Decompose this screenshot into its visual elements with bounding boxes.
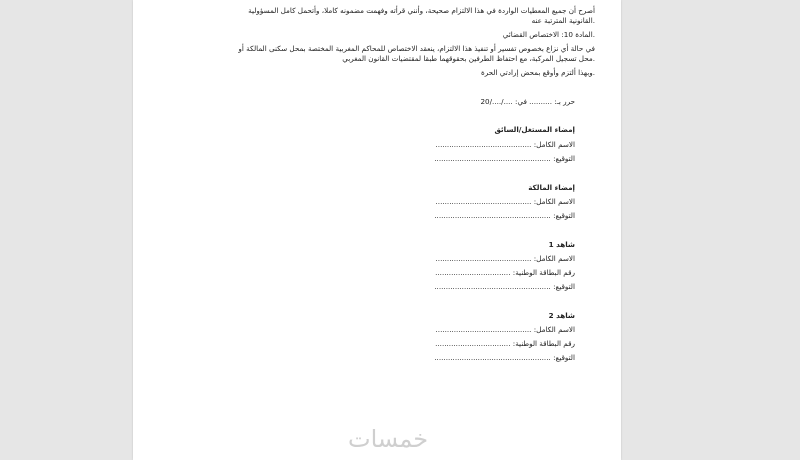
operator-signature-field: التوقيع: ...................................................: [434, 154, 575, 163]
witness2-id-field: رقم البطاقة الوطنية: .................................: [435, 339, 575, 348]
witness2-name-field: الاسم الكامل: ..........................................: [435, 325, 575, 334]
closing-statement: .وبهذا ألتزم وأوقع بمحض إرادتي الحرة: [480, 68, 595, 77]
witness1-id-field: رقم البطاقة الوطنية: .................................: [435, 268, 575, 277]
article10-body-line-1: في حالة أي نزاع بخصوص تفسير أو تنفيذ هذا الالتزام، ينعقد الاختصاص للمحاكم المغربية المختصة بمحل سكنى المالكة أو: [238, 44, 595, 53]
khamsat-watermark: خمسات: [348, 425, 429, 453]
witness1-title: شاهد 1: [548, 240, 575, 249]
witness2-signature-field: التوقيع: ...................................................: [434, 353, 575, 362]
date-place-line: حرر بـ: .......... في: ..../..../20: [480, 97, 575, 106]
article10-title: .المادة 10: الاختصاص القضائي: [502, 30, 595, 39]
owner-signature-field: التوقيع: ...................................................: [434, 211, 575, 220]
acknowledgement-line-2: .القانونية المترتبة عنه: [531, 16, 595, 25]
acknowledgement-line-1: أصرح أن جميع المعطيات الواردة في هذا الالتزام صحيحة، وأنني قرأته وفهمت مضمونه كاملا، وأتحمل كامل المسؤولية: [248, 6, 595, 15]
operator-signature-title: إمضاء المستغل/السائق: [494, 125, 575, 134]
owner-signature-title: إمضاء المالكة: [528, 183, 575, 192]
operator-name-field: الاسم الكامل: ..........................................: [435, 140, 575, 149]
document-page: [133, 0, 621, 460]
witness2-title: شاهد 2: [548, 311, 575, 320]
article10-body-line-2: .محل تسجيل المركبة، مع احتفاظ الطرفين بحقوقهما طبقا لمقتضيات القانون المغربي: [342, 54, 595, 63]
owner-name-field: الاسم الكامل: ..........................................: [435, 197, 575, 206]
witness1-signature-field: التوقيع: ...................................................: [434, 282, 575, 291]
witness1-name-field: الاسم الكامل: ..........................................: [435, 254, 575, 263]
